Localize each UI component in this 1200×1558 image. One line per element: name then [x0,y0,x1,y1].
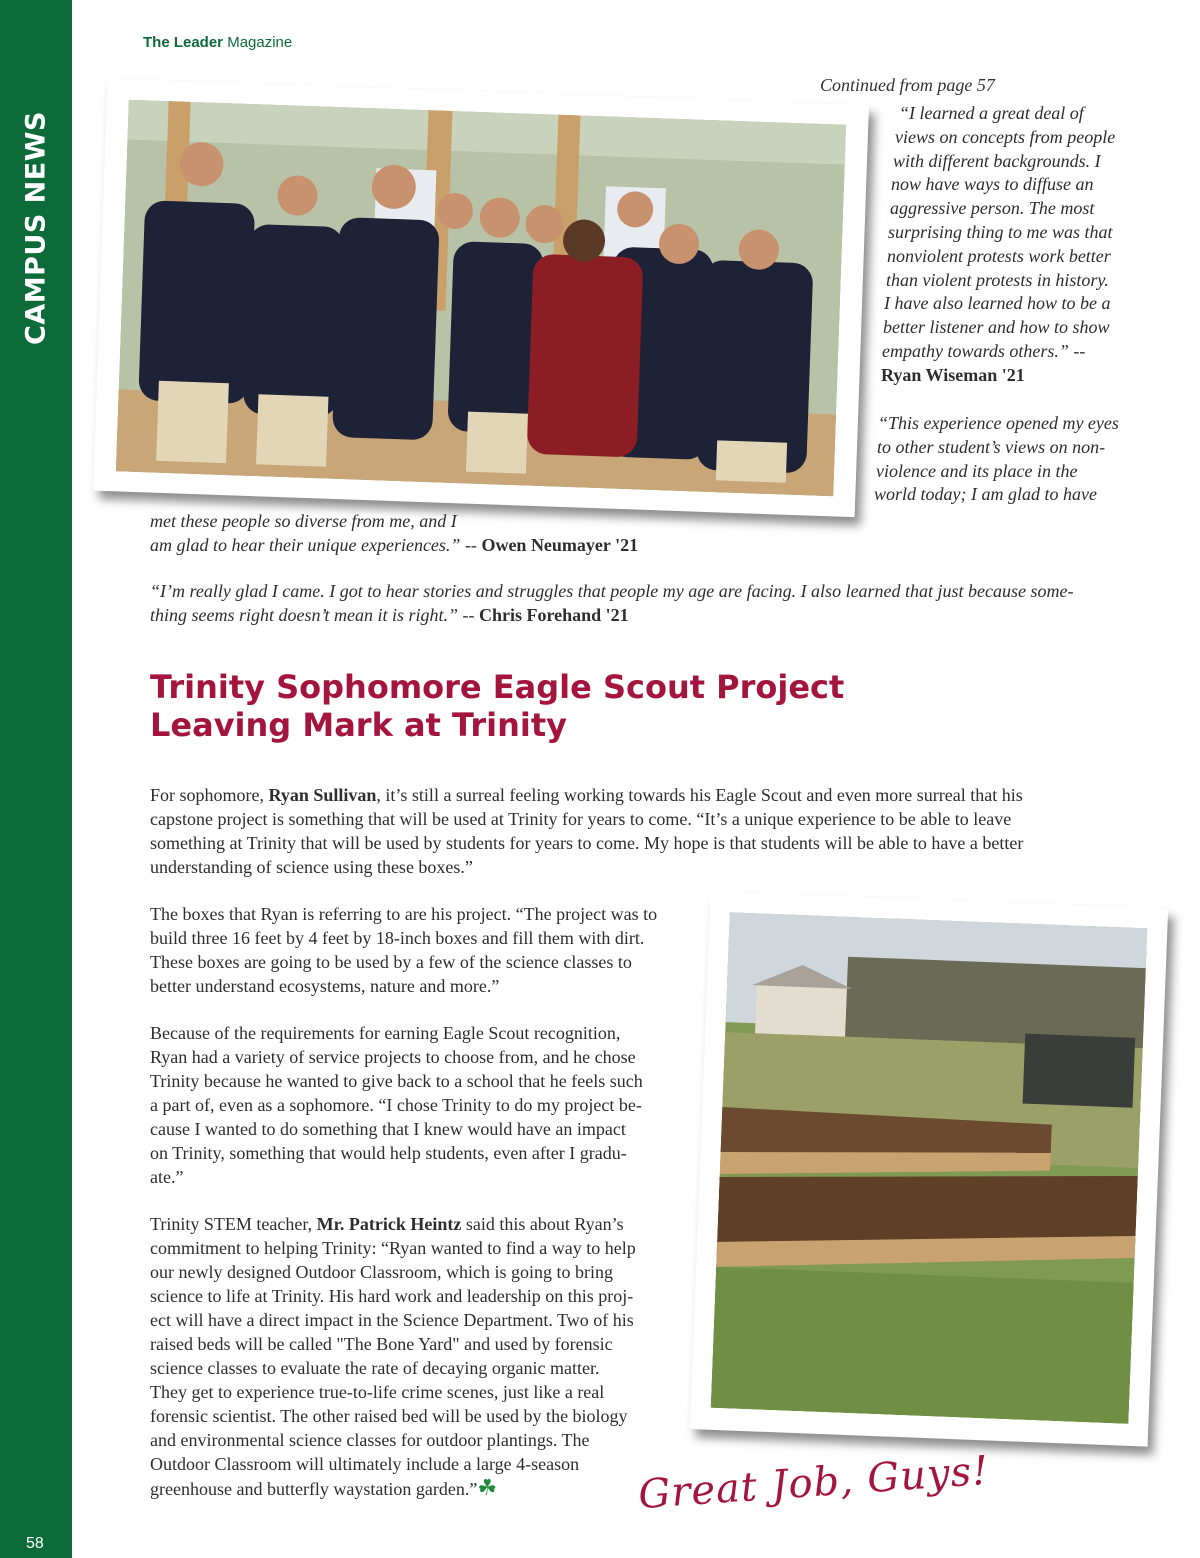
text-line: science classes to evaluate the rate of decaying organic matter. [150,1358,600,1378]
shamrock-icon: ☘ [477,1475,498,1500]
text-line: The boxes that Ryan is referring to are his project. “The project was to [150,904,658,924]
quote-attribution: Chris Forehand '21 [479,605,629,625]
text-line: Trinity because he wanted to give back to a school that he feels such [150,1071,643,1091]
quote-line: nonviolent protests work better [887,245,1111,266]
masthead-title: The Leader [143,34,224,51]
quote-line: to other student’s views on non- [877,436,1106,457]
text-run: For sophomore, [150,785,269,805]
article-headline [150,668,844,744]
text-line: build three 16 feet by 4 feet by 18-inch boxes and fill them with dirt. [150,928,645,948]
quote-line: thing seems right doesn’t mean it is right.” -- [150,605,479,625]
text-line: better understand ecosystems, nature and more.” [150,976,500,996]
text-run: Trinity STEM teacher, [150,1214,317,1234]
neumayer-quote [874,412,1119,507]
section-label: CAMPUS NEWS [20,111,52,345]
text-run: said this about Ryan’s [461,1214,624,1234]
quote-line: with different backgrounds. I [893,150,1101,171]
person-name: Ryan Sullivan [268,785,377,805]
quote-line: better listener and how to show [883,317,1110,338]
text-line: cause I wanted to do something that I knew would have an impact [150,1119,626,1139]
text-line: Outdoor Classroom will ultimately include a large 4-season [150,1454,580,1474]
text-line: science to life at Trinity. His hard work and leadership on this proj- [150,1286,634,1306]
garden-beds-photo [690,891,1168,1446]
text-line: These boxes are going to be used by a few of the science classes to [150,952,632,972]
section-sidebar [0,0,72,1558]
quote-line: than violent protests in history. [886,269,1109,290]
article-paragraph-4 [150,1212,636,1501]
text-line: on Trinity, something that would help students, even after I gradu- [150,1143,627,1163]
quote-line: I have also learned how to be a [884,293,1111,314]
quote-attribution: Ryan Wiseman '21 [881,364,1025,385]
forehand-quote [150,579,1120,627]
continued-note: Continued from page 57 [820,75,995,95]
quote-line: am glad to hear their unique experiences.” -- [150,535,482,555]
article-paragraph-3 [150,1021,643,1189]
masthead [143,34,292,51]
text-line: ect will have a direct impact in the Science Department. Two of his [150,1310,634,1330]
text-line: something at Trinity that will be used by students for years to come. My hope is that students will be able to have a better [150,833,1024,853]
masthead-subtitle: Magazine [223,34,293,51]
signoff-script: Great Job, Guys! [636,1447,991,1519]
wiseman-quote [881,102,1115,388]
person-name: Mr. Patrick Heintz [316,1214,462,1234]
page-number: 58 [26,1535,44,1552]
quote-line: “This experience opened my eyes [878,413,1119,433]
quote-line: surprising thing to me was that [888,221,1113,242]
group-photo [93,79,869,517]
text-line: a part of, even as a sophomore. “I chose Trinity to do my project be- [150,1095,642,1115]
text-line: Ryan had a variety of service projects to choose from, and he chose [150,1047,636,1067]
text-line: ate.” [150,1167,184,1187]
quote-line: “I learned a great deal of [899,103,1084,123]
text-line: understanding of science using these boxes.” [150,857,473,877]
text-line: raised beds will be called "The Bone Yard" and used by forensic [150,1334,613,1354]
neumayer-quote-continued [150,509,1120,557]
text-line: They get to experience true-to-life crime scenes, just like a real [150,1382,605,1402]
text-line: forensic scientist. The other raised bed will be used by the biology [150,1406,628,1426]
quote-line: empathy towards others.” -- [882,340,1086,361]
text-line: greenhouse and butterfly waystation garden.” [150,1479,478,1499]
quote-line: violence and its place in the [876,460,1078,481]
garden-beds-photo-image [711,912,1148,1424]
text-line: capstone project is something that will be used at Trinity for years to come. “It’s a unique experience to be able to leave [150,809,1012,829]
headline-line: Trinity Sophomore Eagle Scout Project [150,668,845,706]
text-line: Because of the requirements for earning Eagle Scout recognition, [150,1023,621,1043]
quote-attribution: Owen Neumayer '21 [481,535,639,555]
text-line: and environmental science classes for outdoor plantings. The [150,1430,590,1450]
article-paragraph-1 [150,783,1023,879]
article-paragraph-2 [150,902,657,998]
quote-line: met these people so diverse from me, and I [150,511,457,531]
text-line: commitment to helping Trinity: “Ryan wanted to find a way to help [150,1238,636,1258]
quote-line: world today; I am glad to have [874,484,1097,505]
text-run: , it’s still a surreal feeling working towards his Eagle Scout and even more surreal that his [376,785,1023,805]
text-line: our newly designed Outdoor Classroom, which is going to bring [150,1262,613,1282]
headline-line: Leaving Mark at Trinity [150,706,567,744]
quote-line: aggressive person. The most [890,198,1095,219]
group-photo-image [116,100,847,497]
quote-line: “I’m really glad I came. I got to hear stories and struggles that people my age are facing. I also learned that just because some- [150,581,1074,601]
quote-line: views on concepts from people [895,126,1116,147]
quote-line: now have ways to diffuse an [891,174,1094,195]
